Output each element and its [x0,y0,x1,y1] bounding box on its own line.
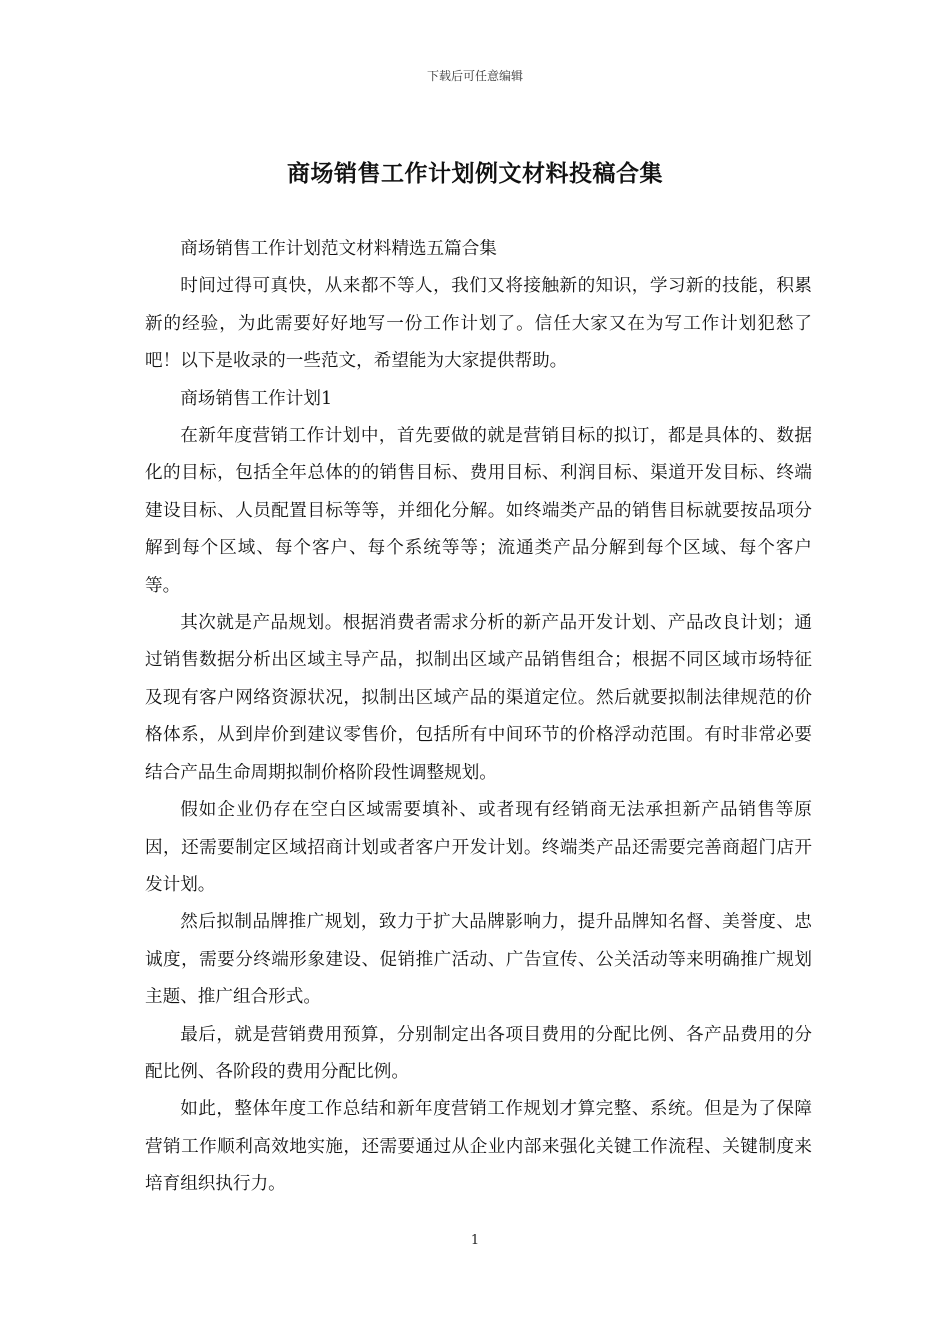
header-note: 下载后可任意编辑 [426,69,523,83]
paragraph: 假如企业仍存在空白区域需要填补、或者现有经销商无法承担新产品销售等原因，还需要制定区域招商计划或者客户开发计划。终端类产品还需要完善商超门店开发计划。 [145,800,812,895]
paragraph: 如此，整体年度工作总结和新年度营销工作规划才算完整、系统。但是为了保障营销工作顺利高效地实施，还需要通过从企业内部来强化关键工作流程、关键制度来培育组织执行力。 [145,1099,812,1195]
document-title: 商场销售工作计划例文材料投稿合集 [287,160,663,187]
paragraph: 最后，就是营销费用预算，分别制定出各项目费用的分配比例、各产品费用的分配比例、各阶段的费用分配比例。 [145,1024,812,1082]
paragraph-intro: 时间过得可真快，从来都不等人，我们又将接触新的知识，学习新的技能，积累新的经验，为此需要好好地写一份工作计划了。信任大家又在为写工作计划犯愁了吧！以下是收录的一些范文，希望能为大家提供帮助。 [145,276,812,372]
paragraph: 然后拟制品牌推广规划，致力于扩大品牌影响力，提升品牌知名督、美誉度、忠诚度，需要分终端形象建设、促销推广活动、广告宣传、公关活动等来明确推广规划主题、推广组合形式。 [145,912,812,1008]
document-body [145,231,812,1204]
paragraph-subtitle: 商场销售工作计划范文材料精选五篇合集 [180,239,497,259]
page-number: 1 [470,1233,480,1248]
paragraph: 其次就是产品规划。根据消费者需求分析的新产品开发计划、产品改良计划；通过销售数据分析出区域主导产品，拟制出区域产品销售组合；根据不同区域市场特征及现有客户网络资源状况，拟制出区域产品的渠道定位。然后就要拟制法律规范的价格体系，从到岸价到建议零售价，包括所有中间环节的价格浮动范围。有时非常必要结合产品生命周期拟制价格阶段性调整规划。 [145,613,812,783]
paragraph: 在新年度营销工作计划中，首先要做的就是营销目标的拟订，都是具体的、数据化的目标，包括全年总体的的销售目标、费用目标、利润目标、渠道开发目标、终端建设目标、人员配置目标等等，并细化分解。如终端类产品的销售目标就要按品项分解到每个区域、每个客户、每个系统等等；流通类产品分解到每个区域、每个客户等。 [145,426,812,596]
section-heading: 商场销售工作计划1 [180,388,333,409]
